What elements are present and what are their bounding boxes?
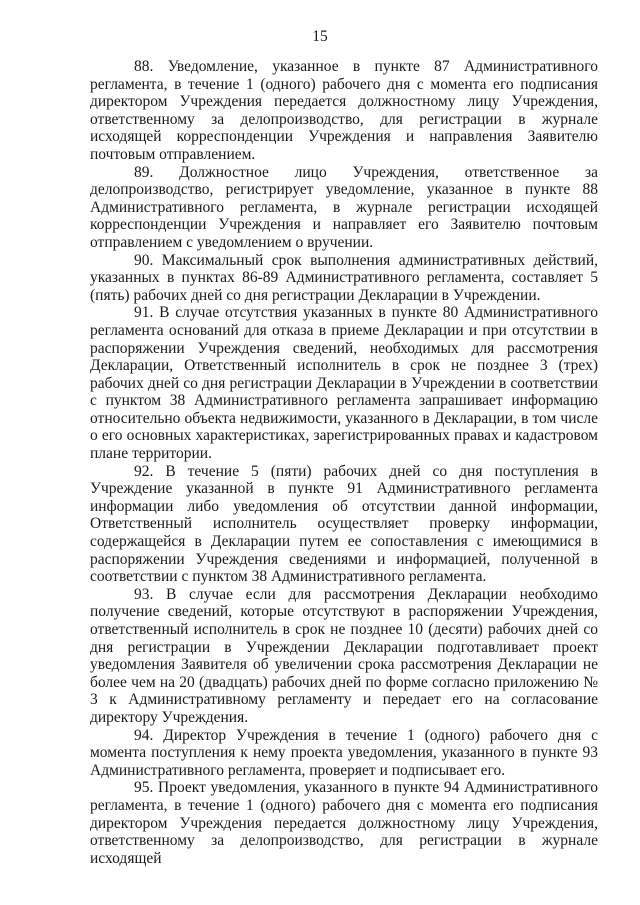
paragraph-94: 94. Директор Учреждения в течение 1 (одного) рабочего дня с момента поступления к нему проекта уведомления, указанного в пункте 93 Административного регламента, проверяет и подписывает его.	[90, 726, 598, 779]
paragraph-90: 90. Максимальный срок выполнения административных действий, указанных в пунктах 86-89 Административного регламента, составляет 5 (пять) рабочих дней со дня регистрации Декларации в Учреждении.	[90, 251, 598, 304]
paragraph-92: 92. В течение 5 (пяти) рабочих дней со дня поступления в Учреждение указанной в пункте 91 Административного регламента информации либо уведомления об отсутствии данной информации, Ответственный исполнитель осуществляет проверку информации, содержащейся в Декларации путем ее сопоставления с имеющимися в распоряжении Учреждения сведениями и информацией, полученной в соответствии с пунктом 38 Административного регламента.	[90, 462, 598, 586]
paragraph-93: 93. В случае если для рассмотрения Декларации необходимо получение сведений, которые отсутствуют в распоряжении Учреждения, ответственный исполнитель в срок не позднее 10 (десяти) рабочих дней со дня регистрации в Учреждении Декларации подготавливает проект уведомления Заявителя об увеличении срока рассмотрения Декларации не более чем на 20 (двадцать) рабочих дней по форме согласно приложению № 3 к Административному регламенту и передает его на согласование директору Учреждения.	[90, 585, 598, 726]
paragraph-95: 95. Проект уведомления, указанного в пункте 94 Административного регламента, в течение 1 (одного) рабочего дня с момента его подписания директором Учреждения передается должностному лицу Учреждения, ответственному за делопроизводство, для регистрации в журнале исходящей	[90, 779, 598, 867]
page-number: 15	[312, 28, 328, 45]
paragraph-91: 91. В случае отсутствия указанных в пункте 80 Административного регламента оснований для отказа в приеме Декларации и при отсутствии в распоряжении Учреждения сведений, необходимых для рассмотрения Декларации, Ответственный исполнитель в срок не позднее 3 (трех) рабочих дней со дня регистрации Декларации в Учреждении в соответствии с пунктом 38 Административного регламента запрашивает информацию относительно объекта недвижимости, указанного в Декларации, в том числе о его основных характеристиках, зарегистрированных правах и кадастровом плане территории.	[90, 304, 598, 463]
document-body	[90, 58, 598, 867]
paragraph-89: 89. Должностное лицо Учреждения, ответственное за делопроизводство, регистрирует уведомление, указанное в пункте 88 Административного регламента, в журнале регистрации исходящей корреспонденции Учреждения и направляет его Заявителю почтовым отправлением с уведомлением о вручении.	[90, 163, 598, 251]
paragraph-88: 88. Уведомление, указанное в пункте 87 Административного регламента, в течение 1 (одного) рабочего дня с момента его подписания директором Учреждения передается должностному лицу Учреждения, ответственному за делопроизводство, для регистрации в журнале исходящей корреспонденции Учреждения и направления Заявителю почтовым отправлением.	[90, 58, 598, 163]
